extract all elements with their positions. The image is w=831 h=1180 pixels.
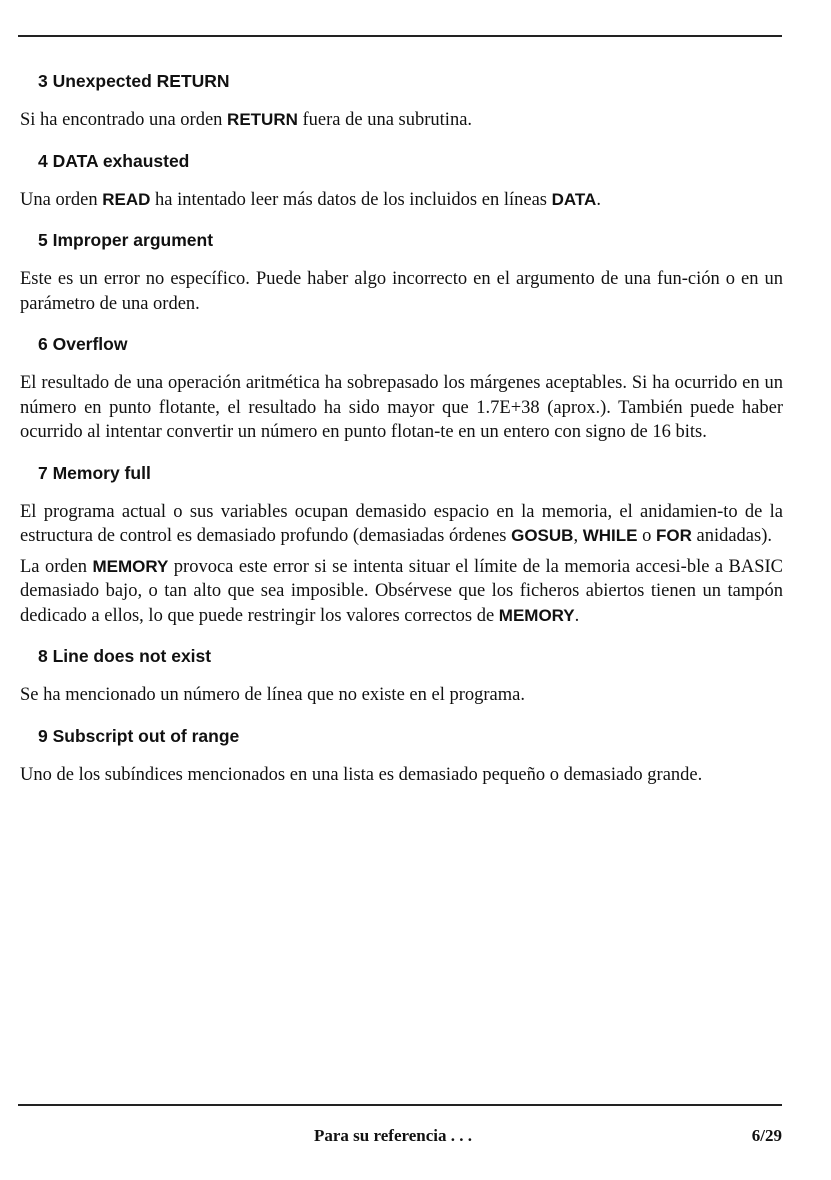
- error-heading: 3 Unexpected RETURN: [38, 71, 230, 91]
- error-entry: [20, 223, 783, 316]
- description-text: .: [596, 189, 601, 210]
- error-heading: 4 DATA exhausted: [38, 150, 190, 171]
- description-text: provoca este error si se intenta situar el límite de la memoria accesi-ble a BASIC demasiado bajo, o tan alto que sea imposible. Obsérvese que los ficheros abiertos tienen un tampón dedicado a ellos, lo que puede restringir los valores correctos de: [20, 556, 784, 626]
- description-text: La orden: [20, 556, 93, 577]
- description-text: ,: [573, 526, 583, 546]
- error-heading: 8 Line does not exist: [38, 646, 212, 666]
- basic-keyword: FOR: [655, 526, 692, 545]
- description-text: Este es un error no específico. Puede haber algo incorrecto en el argumento de una fun-ción o en un parámetro de una orden.: [20, 269, 783, 314]
- basic-keyword: MEMORY: [92, 556, 169, 576]
- error-entry: [20, 144, 783, 213]
- description-text: ha intentado leer más datos de los incluidos en líneas: [150, 189, 552, 210]
- basic-keyword: DATA: [551, 189, 597, 209]
- error-heading: 7 Memory full: [38, 462, 151, 483]
- error-description: [20, 267, 783, 316]
- description-text: anidadas).: [691, 526, 773, 546]
- page-number: 6/29: [751, 1126, 782, 1145]
- basic-keyword: MEMORY: [498, 605, 575, 625]
- description-text: Uno de los subíndices mencionados en una lista es demasiado pequeño o demasiado grande.: [20, 764, 703, 785]
- description-text: El programa actual o sus variables ocupan demasido espacio en la memoria, el anidamien-to de la estructura de control es demasiado profundo (demasiadas órdenes: [20, 501, 783, 546]
- basic-keyword: GOSUB: [511, 526, 574, 545]
- error-entry: [20, 64, 783, 133]
- footer-title: Para su referencia . . .: [314, 1126, 472, 1145]
- error-entry: [20, 639, 783, 708]
- description-text: o: [637, 526, 656, 546]
- description-text: El resultado de una operación aritmética ha sobrepasado los márgenes aceptables. Si ha ocurrido en un número en punto flotante, el resultado ha sido mayor que 1.7E+38 (aprox.). También puede haber ocurrido al intentar convertir un número en punto flotan-te en un entero con signo de 16 bits.: [20, 373, 783, 442]
- top-rule: [18, 35, 782, 37]
- error-description: [20, 371, 783, 445]
- description-text: Si ha encontrado una orden: [20, 110, 228, 130]
- error-entry: [20, 327, 783, 445]
- error-entry: [20, 456, 783, 629]
- error-heading: 9 Subscript out of range: [38, 725, 240, 746]
- basic-keyword: RETURN: [227, 110, 298, 129]
- error-description: [20, 108, 783, 133]
- description-text: fuera de una subrutina.: [297, 110, 473, 130]
- page-footer: [0, 1126, 831, 1150]
- page-content: [20, 64, 783, 787]
- error-description: [20, 555, 783, 629]
- basic-keyword: WHILE: [582, 526, 638, 545]
- error-description: [20, 683, 783, 708]
- error-entry: [20, 719, 783, 788]
- error-description: [20, 500, 783, 549]
- description-text: .: [574, 605, 580, 626]
- basic-keyword: READ: [102, 189, 151, 209]
- error-heading: 6 Overflow: [38, 334, 128, 354]
- error-description: [20, 188, 783, 213]
- error-heading: 5 Improper argument: [38, 230, 214, 250]
- description-text: Una orden: [20, 189, 103, 210]
- error-description: [20, 763, 783, 788]
- description-text: Se ha mencionado un número de línea que no existe en el programa.: [20, 685, 525, 705]
- bottom-rule: [18, 1104, 782, 1106]
